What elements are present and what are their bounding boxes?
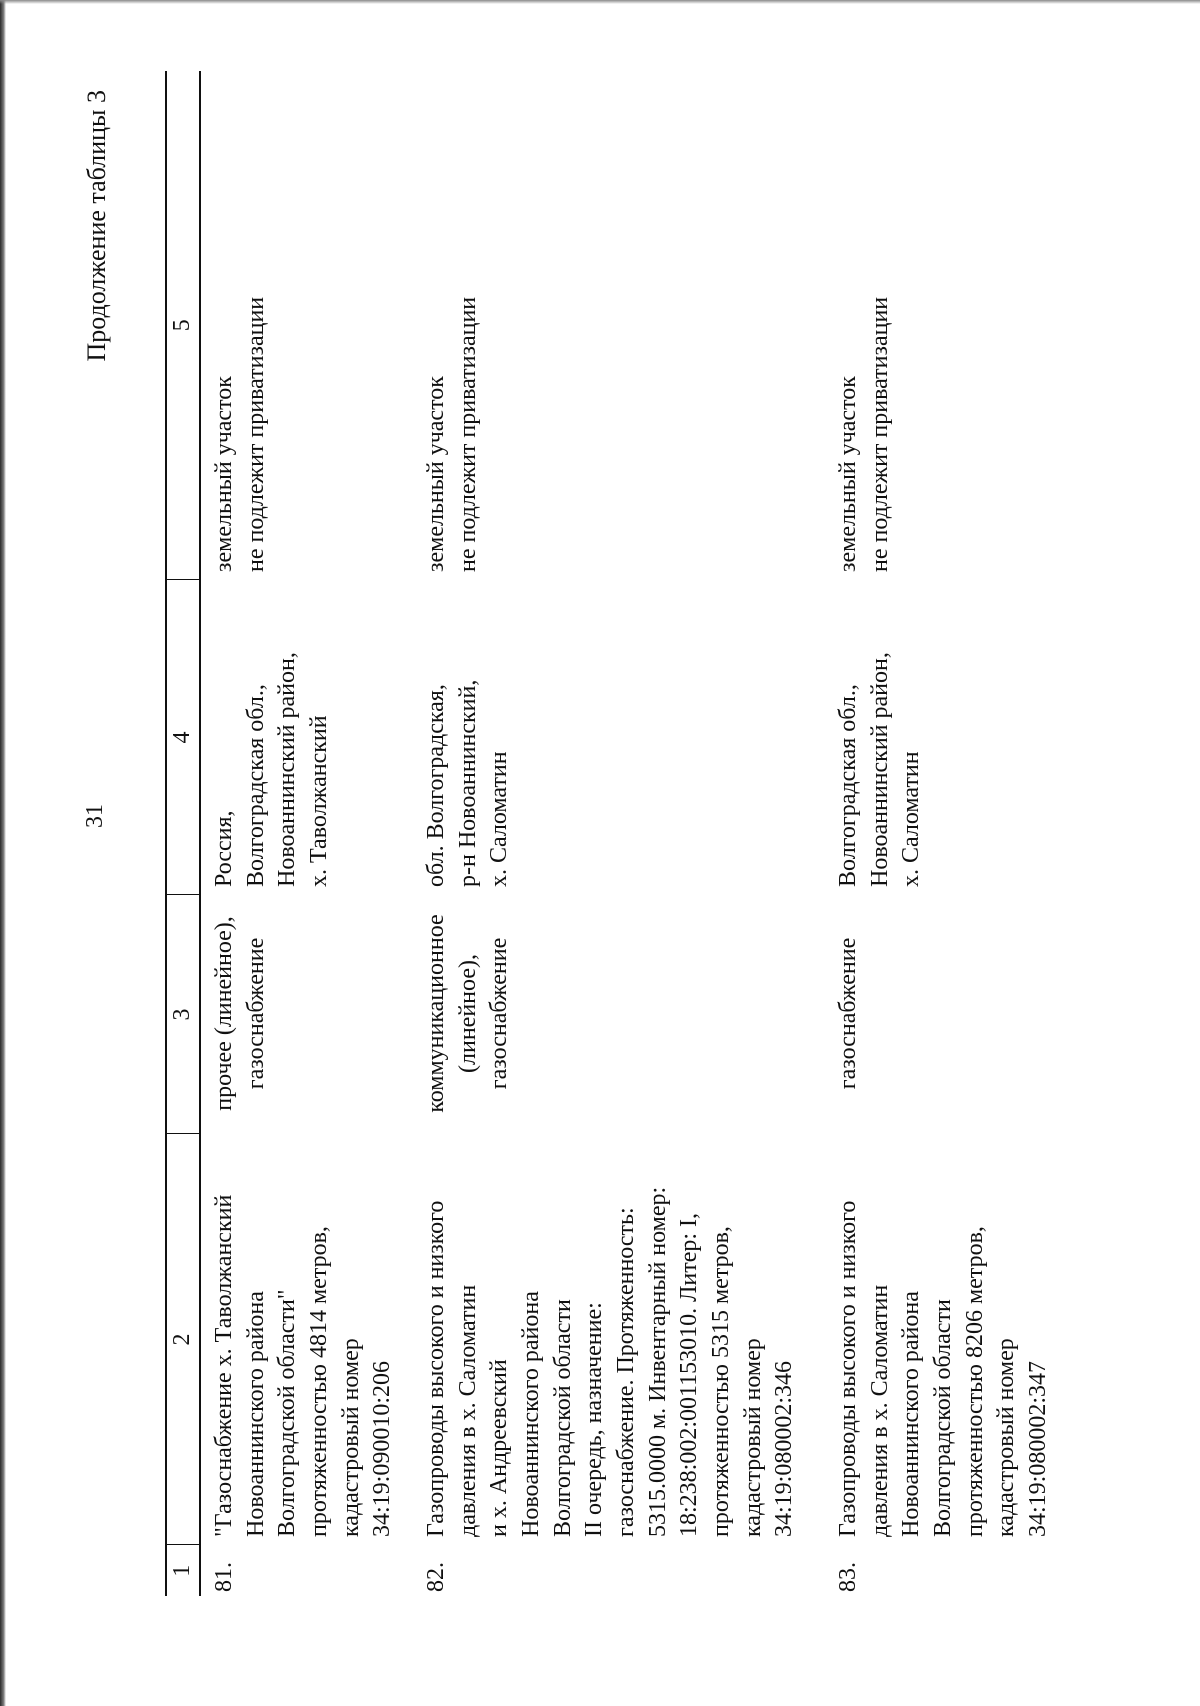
column-header-1: 1 xyxy=(166,1545,200,1596)
object-purpose-cell: газоснабжение xyxy=(835,937,862,1090)
column-header-5: 5 xyxy=(166,71,200,580)
object-name-cell: "Газоснабжение х. Таволжанский Новоаннинского района Волгоградской области" протяженностью 4814 метров, кадастровый номер 34:19:090010:206 xyxy=(211,1194,396,1537)
object-address-cell: обл. Волгоградская, р-н Новоаннинский, х. Саломатин xyxy=(423,679,513,887)
object-name-cell: Газопроводы высокого и низкого давления в х. Саломатин и х. Андреевский Новоаннинского района Волгоградской области II очередь, назначение: газоснабжение. Протяженность: 5315.0000 м. Инвентарный номер: 18:238:002:001153010. Литер: I, протяженностью 5315 метров, кадастровый номер 34:19:080002:346 xyxy=(423,1186,798,1537)
row-number: 81. xyxy=(211,1562,237,1592)
object-address-cell: Россия, Волгоградская обл., Новоаннинский район, х. Таволжанский xyxy=(211,652,333,887)
column-header-3: 3 xyxy=(166,895,200,1134)
row-number: 82. xyxy=(423,1562,450,1592)
row-number: 83. xyxy=(835,1562,862,1592)
object-purpose-cell: коммуникационное (линейное), газоснабжение xyxy=(423,914,513,1113)
column-header-2: 2 xyxy=(166,1134,200,1545)
column-header-4: 4 xyxy=(166,580,200,895)
object-purpose-cell: прочее (линейное), газоснабжение xyxy=(211,916,269,1111)
object-name-cell: Газопроводы высокого и низкого давления в х. Саломатин Новоаннинского района Волгоградской области протяженностью 8206 метров, кадастровый номер 34:19:080002:347 xyxy=(835,1200,1052,1537)
table-row xyxy=(200,71,413,1596)
table-row xyxy=(825,71,1069,1596)
page-number: 31 xyxy=(82,804,108,828)
land-status-cell: земельный участок не подлежит приватизации xyxy=(423,296,481,572)
land-status-cell: земельный участок не подлежит приватизации xyxy=(835,296,893,572)
property-table xyxy=(165,71,1069,1596)
object-address-cell: Волгоградская обл., Новоаннинский район, х. Саломатин xyxy=(835,652,925,887)
table-continuation-label: Продолжение таблицы 3 xyxy=(82,90,111,362)
table-header xyxy=(166,71,200,1596)
table-row xyxy=(413,71,825,1596)
land-status-cell: земельный участок не подлежит приватизации xyxy=(211,296,269,572)
